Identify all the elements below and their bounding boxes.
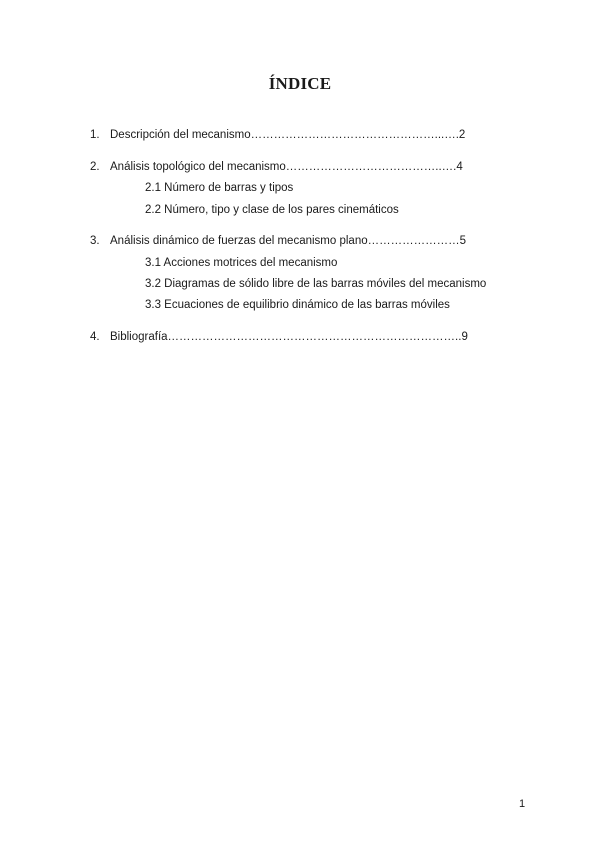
toc-subentry-2-2[interactable]	[145, 203, 399, 217]
toc-subentry-3-1[interactable]	[145, 256, 337, 270]
toc-entry-4[interactable]	[90, 330, 468, 344]
toc-subentry-2-1[interactable]	[145, 181, 293, 195]
toc-subentry-3-3[interactable]	[145, 298, 450, 312]
toc-leader: …………………………………………………………………..	[167, 331, 462, 343]
toc-leader: …………………………………..….	[285, 161, 457, 173]
toc-entry-text: Descripción del mecanismo	[110, 129, 251, 141]
toc-entry-number: 4.	[90, 331, 100, 343]
toc-leader: …………………………………………...….	[250, 129, 459, 141]
toc-entry-3[interactable]	[90, 234, 466, 248]
toc-entry-page: 5	[459, 235, 467, 247]
toc-entry-page: 9	[461, 331, 468, 343]
toc-entry-text: 3.2 Diagramas de sólido libre de las barras móviles del mecanismo	[145, 278, 487, 290]
toc-entry-text: 3.1 Acciones motrices del mecanismo	[145, 257, 338, 269]
toc-entry-page: 2	[458, 129, 466, 141]
page-title: ÍNDICE	[268, 74, 332, 93]
toc-entry-text: Análisis topológico del mecanismo	[110, 161, 286, 173]
toc-entry-2[interactable]	[90, 160, 463, 174]
page-number: 1	[519, 798, 526, 810]
toc-entry-text: 3.3 Ecuaciones de equilibrio dinámico de las barras móviles	[145, 299, 450, 311]
toc-entry-number: 3.	[90, 235, 100, 247]
toc-entry-text: 2.1 Número de barras y tipos	[145, 182, 294, 194]
toc-entry-text: Bibliografía	[110, 331, 168, 343]
toc-entry-text: Análisis dinámico de fuerzas del mecanismo plano	[110, 235, 368, 247]
toc-subentry-3-2[interactable]	[145, 277, 486, 291]
toc-entry-page: 4	[456, 161, 463, 173]
toc-entry-text: 2.2 Número, tipo y clase de los pares cinemáticos	[145, 204, 399, 216]
toc-leader: ……………………	[367, 235, 460, 247]
toc-entry-number: 2.	[90, 161, 100, 173]
toc-entry-1[interactable]	[90, 128, 465, 142]
toc-entry-number: 1.	[90, 129, 100, 141]
